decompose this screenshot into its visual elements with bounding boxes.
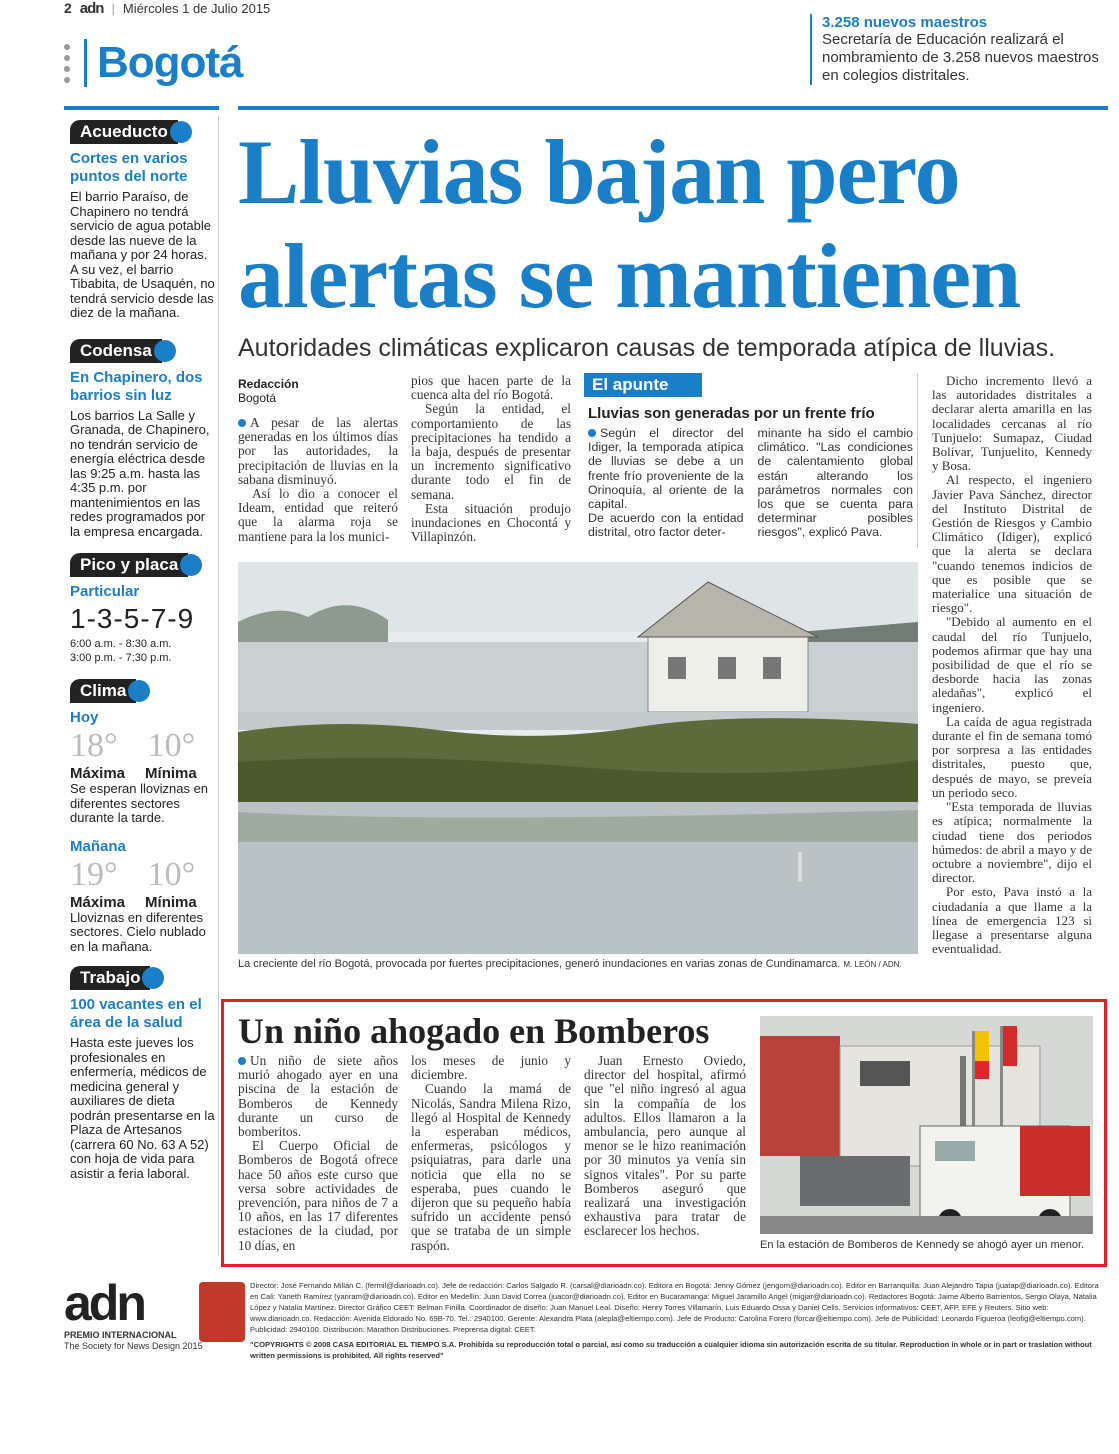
brief-label: Codensa (70, 339, 162, 363)
staff-credits (250, 1280, 1100, 1361)
brief-text: Hasta este jueves los profesionales en enfermería, médicos de medicina general y auxiliares de dieta podrán presentarse en la Plaza de Artesanos (carrera 60 No. 63 A 52) con hoja de vida para asistir a feria laboral. (70, 1035, 215, 1181)
byline-city: Bogotá (238, 391, 277, 405)
photo-credit: M. LEÓN / ADN. (843, 960, 902, 969)
byline-author: Redacción (238, 377, 299, 391)
hours-am: 6:00 a.m. - 8:30 a.m. (70, 638, 172, 650)
article-col-1 (238, 416, 398, 544)
brief-label: Trabajo (70, 966, 150, 990)
paragraph: De acuerdo con la entidad distrital, otro factor deter- (588, 511, 744, 540)
anniversary-badge-icon (199, 1282, 245, 1342)
credits-text: Director: José Fernando Millán C. (fermil@diarioadn.co). Jefe de redacción: Carlos Salgado R. (carsal@diarioadn.co). Editora en Bogotá: Jenny Gómez (jengom@diarioadn.co). Editor en Barranquilla: Juan Alejandro Tapia (juatap@diarioadn.co). Editora en Cali: Yaneth Ramírez (yanram@diarioadn.co). Editor en Medellín: Juan David Correa (juacor@diarioadn.co). Editor en Bucaramanga: Miguel Jaramillo Angel (migjar@diarioadn.co). Redactores Bogotá: Jaime Alberto Barrientos, Sergio Olaya, Natalia López y Natalia Martínez. Director Gráfico CEET: Belman Finilla. Coordinador de diseño: Juan Manuel Leal. Diseño: Henry Torres Villamarín, Luis Eduardo Ossa y Daniel Celis. Servicios informativos: CEET, AFP, EFE y Reuters. Sitio web: www.diarioadn.co. Redacción: Avenida Eldorado No. 69B-70. Tel.: 2940100. Gerente: Alexandra Plata (alepla@eltiempo.com). Jefe de Producto: Carolina Forero (forcar@eltiempo.com). Jefe de Publicidad: Leonardo Figueroa (leofig@eltiempo.com). Publicidad: 2940100. Distribución: Marathon Distribuciones. Preprensa digital: CEET. (250, 1281, 1099, 1334)
fire-station-image (760, 1016, 1093, 1234)
adn-logo: adn (64, 1275, 144, 1331)
brief-title: En Chapinero, dos barrios sin luz (70, 368, 203, 404)
apunte-col-1 (588, 426, 744, 540)
top-dateline (64, 0, 270, 16)
apunte-col-2 (758, 426, 914, 540)
bullet-icon (238, 1057, 246, 1065)
max-label: Máxima (70, 893, 126, 911)
article-col-2 (411, 374, 571, 544)
apunte-title: Lluvias son generadas por un frente frío (588, 405, 875, 422)
speech-bubble-icon (154, 340, 176, 362)
photo-caption (238, 958, 902, 970)
paragraph: El Cuerpo Oficial de Bomberos de Bogotá ofrece hace 50 años este curso que versa sobre actividades de prevención, para niños de 7 a 10 años, en las 17 diferentes estaciones de la ciudad, por 10 días, en (238, 1138, 398, 1253)
speech-bubble-icon (142, 967, 164, 989)
dots-icon (64, 44, 72, 83)
story-col-3 (584, 1054, 746, 1239)
section-rule-left (64, 106, 219, 110)
speech-bubble-icon (180, 554, 202, 576)
teaser[interactable] (810, 14, 1100, 85)
brief-trabajo[interactable] (70, 966, 218, 1181)
paragraph: Dicho incremento llevó a las autoridades distritales a declarar alerta amarilla en las localidades cercanas al río Tunjuelo: Sumapaz, Ciudad Bolívar, Tunjuelito, Kennedy y Bosa. (932, 373, 1092, 474)
teaser-text: Secretaría de Educación realizará el nombramiento de 3.258 nuevos maestros en colegios distritales. (822, 31, 1099, 84)
station-caption: En la estación de Bomberos de Kennedy se ahogó ayer un menor. (760, 1239, 1085, 1251)
section-rule-right (238, 106, 1108, 110)
paragraph: Esta situación produjo inundaciones en Chocontá y Villapinzón. (411, 500, 571, 545)
paragraph: Juan Ernesto Oviedo, director del hospital, afirmó que "el niño ingresó al agua sin la compañía de los adultos. Ellos llamaron a la ambulancia, pero aunque al menor se le hizo reanimación por 30 minutos ya venía sin signos vitales". Por su parte Bomberos aseguró que realizará una investigación exhaustiva para tratar de esclarecer los hechos. (584, 1053, 746, 1239)
article-col-right (932, 374, 1092, 956)
brief-title: 100 vacantes en el área de la salud (70, 996, 202, 1031)
flood-image (238, 562, 918, 954)
flood-photo[interactable] (238, 562, 918, 954)
caption-text: La creciente del río Bogotá, provocada por fuertes precipitaciones, generó inundaciones en varias zonas de Cundinamarca. (238, 958, 841, 970)
story-col-2 (411, 1054, 571, 1253)
paragraph: La caída de agua registrada durante el fin de semana tomó por sorpresa a las entidades distritales, puesto que, después de mayo, se preveía un periodo seco. (932, 713, 1092, 800)
paragraph: "Esta temporada de lluvias es atípica; normalmente la ciudad tiene dos periodos húmedos: de abril a mayo y de octubre a noviembre", dijo el director. (932, 799, 1092, 886)
apunte-label: El apunte (584, 373, 702, 397)
brief-text: El barrio Paraíso, de Chapinero no tendrá servicio de agua potable desde las nueve de la mañana y por 24 horas. A su vez, el barrio Tibabita, de Usaquén, no tendrá servicio desde las diez de la mañana. (70, 189, 215, 320)
speech-bubble-icon (170, 121, 192, 143)
plates: 1-3-5-7-9 (70, 603, 195, 634)
speech-bubble-icon (128, 680, 150, 702)
brief-label: Pico y placa (70, 553, 188, 577)
divider: | (111, 0, 115, 16)
paragraph: Así lo dio a conocer el Ideam, entidad que reiteró que la alarma roja se mantiene para la los munici- (238, 486, 398, 544)
min-label: Mínima (145, 893, 197, 911)
subheadline: Autoridades climáticas explicaron causas de temporada atípica de lluvias. (238, 334, 1056, 362)
section-header (64, 38, 243, 88)
prize-subtitle: The Society for News Design 2015 (64, 1341, 203, 1351)
brief-label: Acueducto (70, 120, 178, 144)
paragraph: Al respecto, el ingeniero Javier Pava Sánchez, director del Instituto Distrital de Gestión de Riesgos y Cambio Climático (Idiger), explicó que la alerta se declara "cuando tenemos indicios de que es posible que se materialice una situación de riesgo". (932, 472, 1092, 616)
max-label: Máxima (70, 765, 126, 782)
brief-text: Los barrios La Salle y Granada, de Chapinero, no tendrán servicio de energía eléctrica desde las 9:25 a.m. hasta las 4:35 p.m. por mantenimientos en las redes programados por la empresa encargada. (70, 407, 210, 539)
el-apunte-box (584, 373, 918, 548)
min-label: Mínima (145, 765, 197, 782)
paragraph: Un niño de siete años murió ahogado ayer en una piscina de la estación de Bomberos de Kennedy durante un curso de bomberitos. (238, 1053, 398, 1140)
day-tomorrow: Mañana (70, 837, 126, 855)
temp-max-tomorrow: 19° (70, 855, 118, 893)
sidebar (64, 116, 219, 1256)
story-headline[interactable]: Un niño ahogado en Bomberos (238, 1011, 710, 1051)
bullet-icon (588, 429, 596, 437)
paragraph: "Debido al aumento en el caudal del río Tunjuelo, podemos afirmar que hay una posibilidad de que el río se desborde hacia las zonas aledañas", explicó el ingeniero. (932, 614, 1092, 715)
paragraph: los meses de junio y diciembre. (411, 1053, 571, 1083)
temp-min-today: 10° (147, 727, 196, 764)
brief-title: Cortes en varios puntos del norte (70, 150, 188, 185)
byline (238, 377, 299, 405)
paragraph: Según el director del Idiger, la temporada atípica de lluvias se debe a un frente frío proveniente de la Orinoquía, al oriente de la capital. (588, 426, 744, 512)
issue-date: Miércoles 1 de Julio 2015 (122, 0, 271, 16)
brief-pico-placa[interactable] (70, 553, 218, 665)
paragraph: Por esto, Pava instó a la ciudadanía a que llame a la línea de emergencia 123 si llegase a presentarse alguna eventualidad. (932, 884, 1092, 957)
teaser-title: 3.258 nuevos maestros (822, 14, 988, 31)
brief-codensa[interactable] (70, 339, 218, 540)
prize-block (64, 1330, 203, 1352)
page-number: 2 (64, 0, 72, 16)
brief-title: Particular (70, 583, 140, 600)
station-photo[interactable] (760, 1016, 1093, 1234)
paragraph: pios que hacen parte de la cuenca alta del río Bogotá. (411, 373, 571, 403)
forecast-today: Se esperan lloviznas en diferentes sectores durante la tarde. (70, 781, 209, 825)
bullet-icon (238, 419, 246, 427)
prize-title: PREMIO INTERNACIONAL (64, 1330, 177, 1340)
paragraph: Según la entidad, el comportamiento de las precipitaciones ha tendido a la baja, después de presentar un incremento significativo durante todo el fin de semana. (411, 401, 571, 502)
day-today: Hoy (70, 709, 99, 726)
paragraph: minante ha sido el cambio climático. "Las condiciones de calentamiento global están alterando los parámetros normales con los que se cuenta para determinar posibles riesgos", explicó Pava. (757, 426, 913, 540)
forecast-tomorrow: Lloviznas en diferentes sectores. Cielo nublado en la mañana. (70, 909, 206, 954)
section-title: Bogotá (97, 38, 243, 87)
section-bar (84, 39, 87, 87)
brief-clima[interactable] (70, 679, 218, 954)
hours-pm: 3:00 p.m. - 7:30 p.m. (70, 652, 172, 664)
main-headline[interactable]: Lluvias bajan pero alertas se mantienen (238, 121, 1021, 327)
masthead-mini-logo: adn (79, 0, 104, 17)
footer (64, 1275, 1104, 1368)
temp-min-tomorrow: 10° (147, 855, 196, 893)
brief-acueducto[interactable] (70, 120, 218, 321)
brief-label: Clima (70, 679, 136, 703)
copyright: "COPYRIGHTS © 2008 CASA EDITORIAL EL TIEMPO S.A. Prohibida su reproducción total o parcial, así como su traducción a cualquier idioma sin autorización escrita de su titular. Reproduction in whole or in part or traslation without written permissions is prohibited. All rights reserved" (250, 1340, 1092, 1360)
story-col-1 (238, 1054, 398, 1253)
temp-max-today: 18° (70, 727, 118, 764)
paragraph: A pesar de las alertas generadas en los últimos días por las autoridades, la precipitación de lluvias en la sabana disminuyó. (238, 415, 398, 487)
paragraph: Cuando la mamá de Nicolás, Sandra Milena Rizo, llegó al Hospital de Kennedy la esperaban médicos, enfermeras, psicólogos y psiquiatras, para darle una noticia que ella no se esperaba, pues cuando le dijeron que su pequeño había sufrido un accidente pensó que se trataba de un simple raspón. (411, 1081, 571, 1253)
